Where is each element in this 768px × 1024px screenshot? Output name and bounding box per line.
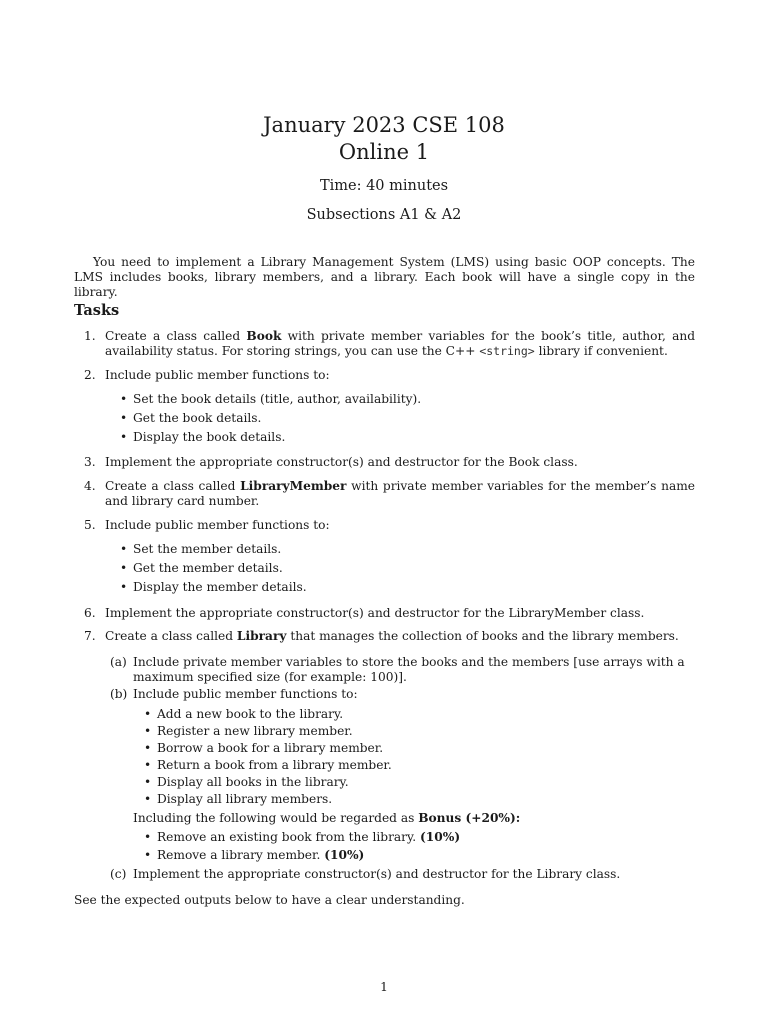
bullet: •	[144, 724, 152, 738]
task-5-number: 5.	[84, 518, 96, 532]
bullet: •	[144, 775, 152, 789]
task-2-item: Set the book details (title, author, availability).	[133, 392, 422, 406]
bonus-item	[157, 830, 460, 845]
task-7-post: that manages the collection of books and the library members.	[286, 629, 679, 643]
page-title-line1: January 2023 CSE 108	[263, 113, 505, 137]
bullet: •	[120, 430, 128, 444]
task-3-text: Implement the appropriate constructor(s) and destructor for the Book class.	[105, 455, 578, 469]
task-4-class-name: LibraryMember	[240, 479, 347, 493]
bullet: •	[120, 580, 128, 594]
subtask-c-text: Implement the appropriate constructor(s) and destructor for the Library class.	[133, 867, 621, 881]
task-4-number: 4.	[84, 479, 96, 493]
subtask-b-item: Return a book from a library member.	[157, 758, 392, 772]
task-5-item: Display the member details.	[133, 580, 307, 594]
task-1-end: library if convenient.	[534, 344, 668, 358]
task-4-text	[105, 479, 695, 509]
bullet: •	[120, 542, 128, 556]
subtask-c-label: (c)	[110, 867, 127, 881]
subtask-b-label: (b)	[110, 687, 128, 701]
subtask-b-item: Display all library members.	[157, 792, 333, 806]
bullet: •	[144, 758, 152, 772]
task-1-text	[105, 329, 695, 359]
bullet: •	[144, 830, 152, 844]
task-2-number: 2.	[84, 368, 96, 382]
task-1-number: 1.	[84, 329, 96, 343]
page-title-line2: Online 1	[338, 140, 430, 164]
page-number: 1	[380, 980, 388, 994]
bullet: •	[120, 392, 128, 406]
bullet: •	[120, 561, 128, 575]
bullet: •	[144, 741, 152, 755]
task-1-code: <string>	[479, 344, 535, 358]
bonus-item-percent: (10%)	[324, 848, 365, 862]
task-2-item: Display the book details.	[133, 430, 286, 444]
task-7-pre: Create a class called	[105, 629, 237, 643]
subtask-b-text: Include public member functions to:	[133, 687, 358, 701]
task-7-number: 7.	[84, 629, 96, 643]
task-5-item: Get the member details.	[133, 561, 283, 575]
bullet: •	[120, 411, 128, 425]
task-6-number: 6.	[84, 606, 96, 620]
task-4-pre: Create a class called	[105, 479, 241, 493]
bonus-item-text: Remove an existing book from the library.	[157, 830, 421, 844]
task-7-class-name: Library	[236, 629, 287, 643]
subtask-b-item: Borrow a book for a library member.	[157, 741, 384, 755]
bonus-item	[157, 848, 364, 863]
intro-paragraph: You need to implement a Library Management System (LMS) using basic OOP concepts. The LMS includes books, library members, and a library. Each book will have a single copy in the library.	[74, 255, 695, 299]
bullet: •	[144, 707, 152, 721]
bonus-label: Bonus (+20%):	[418, 811, 521, 825]
task-7-text	[105, 629, 695, 644]
task-1-class-name: Book	[246, 329, 282, 343]
task-3-number: 3.	[84, 455, 96, 469]
subsections: Subsections A1 & A2	[306, 207, 462, 223]
subtask-b-item: Register a new library member.	[157, 724, 353, 738]
bullet: •	[144, 848, 152, 862]
task-1-post: with private member variables for the book’s title, author, and availability status. For storing strings, you can use the C++	[105, 329, 696, 358]
task-2-item: Get the book details.	[133, 411, 262, 425]
task-5-item: Set the member details.	[133, 542, 282, 556]
footer-note: See the expected outputs below to have a clear understanding.	[74, 893, 465, 907]
task-5-text: Include public member functions to:	[105, 518, 330, 532]
task-1-pre: Create a class called	[105, 329, 247, 343]
task-6-text: Implement the appropriate constructor(s) and destructor for the LibraryMember class.	[105, 606, 645, 620]
bonus-pre: Including the following would be regarded as	[133, 811, 419, 825]
task-2-text: Include public member functions to:	[105, 368, 330, 382]
subtask-b-item: Add a new book to the library.	[157, 707, 344, 721]
bonus-note	[133, 811, 695, 826]
time-limit: Time: 40 minutes	[319, 178, 449, 194]
bullet: •	[144, 792, 152, 806]
bonus-item-percent: (10%)	[420, 830, 461, 844]
bonus-item-text: Remove a library member.	[157, 848, 325, 862]
subtask-a-label: (a)	[110, 655, 127, 669]
subtask-a-text: Include private member variables to store the books and the members [use arrays with a maximum specified size (for example: 100)].	[133, 655, 685, 684]
tasks-heading: Tasks	[74, 302, 120, 319]
subtask-b-item: Display all books in the library.	[157, 775, 349, 789]
task-4-post: with private member variables for the member’s name and library card number.	[105, 479, 695, 508]
